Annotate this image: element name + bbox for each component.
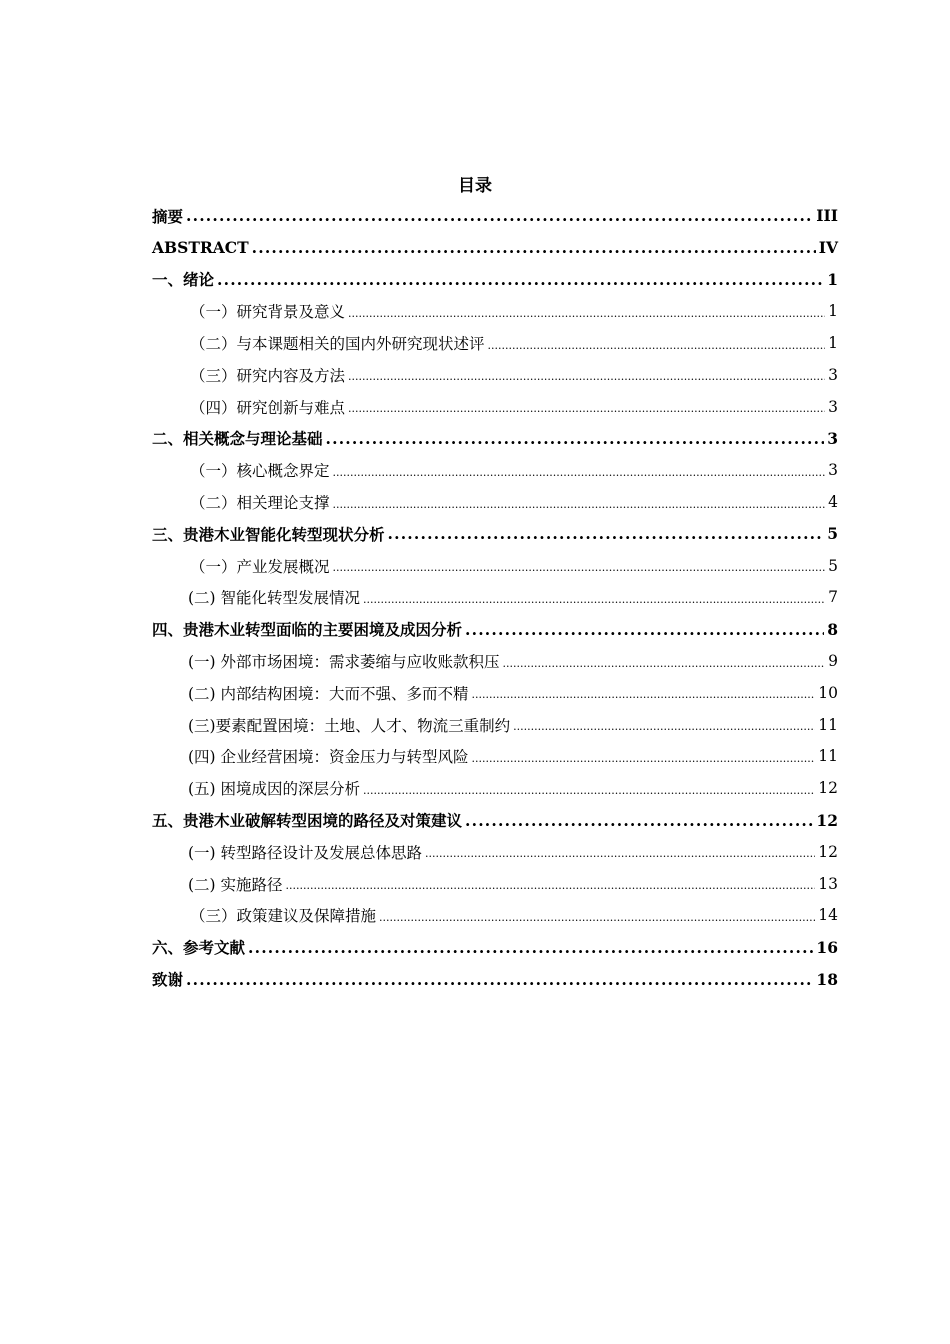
toc-entry-page: 1 [828, 302, 838, 321]
toc-entry[interactable] [152, 645, 838, 677]
toc-entry[interactable] [152, 550, 838, 582]
toc-entry-label: ABSTRACT [152, 238, 249, 258]
toc-entry-page: 5 [827, 524, 838, 544]
toc-entry-page: 1 [827, 269, 838, 289]
toc-entry[interactable] [152, 264, 838, 296]
dot-leader [363, 593, 825, 606]
dot-leader [465, 811, 813, 830]
toc-entry-page: 16 [816, 937, 838, 957]
toc-entry-page: IV [818, 238, 838, 258]
toc-entry[interactable] [152, 804, 838, 836]
toc-entry-page: 14 [818, 906, 838, 925]
toc-entry[interactable] [152, 836, 838, 868]
toc-entry-page: 7 [828, 588, 838, 607]
toc-entry-page: 12 [816, 810, 838, 830]
toc-entry[interactable] [152, 518, 838, 550]
toc-entry[interactable] [152, 391, 838, 423]
toc-entry-page: 10 [818, 683, 838, 702]
toc-entry-page: 9 [828, 652, 838, 671]
toc-entry-page: 4 [828, 493, 838, 512]
toc-entry-label: 六、参考文献 [152, 938, 246, 958]
toc-entry-label: 致谢 [152, 970, 184, 990]
toc-entry[interactable] [152, 295, 838, 327]
dot-leader [513, 720, 815, 733]
dot-leader [326, 429, 825, 448]
toc-entry[interactable] [152, 200, 838, 232]
toc-entry-page: 3 [828, 461, 838, 480]
toc-entry-label: 二、相关概念与理论基础 [152, 429, 323, 449]
toc-entry[interactable] [152, 232, 838, 264]
toc-entry-label: （一）研究背景及意义 [190, 300, 346, 322]
toc-entry-label: （三）政策建议及保障措施 [190, 904, 377, 926]
toc-entry-page: 3 [828, 397, 838, 416]
page-title: 目录 [458, 176, 492, 196]
toc-entry-label: 四、贵港木业转型面临的主要困境及成因分析 [152, 620, 463, 640]
toc-entry-page: 1 [828, 334, 838, 353]
toc-entry-page: 3 [827, 428, 838, 448]
toc-entry-page: 5 [828, 556, 838, 575]
toc-entry-page: 12 [818, 842, 838, 861]
dot-leader [348, 370, 825, 383]
table-of-contents [152, 200, 838, 995]
toc-entry-label: 三、贵港木业智能化转型现状分析 [152, 524, 385, 544]
toc-entry-page: 12 [818, 779, 838, 798]
toc-entry-label: (二) 内部结构困境：大而不强、多而不精 [188, 682, 470, 704]
toc-entry-page: 11 [818, 715, 838, 734]
dot-leader [472, 688, 816, 701]
toc-entry[interactable] [152, 327, 838, 359]
toc-entry-label: (一) 转型路径设计及发展总体思路 [188, 841, 423, 863]
toc-entry[interactable] [152, 900, 838, 932]
toc-entry-label: (三)要素配置困境：土地、人才、物流三重制约 [188, 714, 511, 736]
dot-leader [286, 879, 816, 892]
toc-entry-page: 3 [828, 365, 838, 384]
toc-entry[interactable] [152, 486, 838, 518]
dot-leader [186, 970, 813, 989]
toc-entry[interactable] [152, 454, 838, 486]
toc-entry[interactable] [152, 582, 838, 614]
toc-entry-page: 13 [818, 874, 838, 893]
dot-leader [333, 466, 826, 479]
toc-entry[interactable] [152, 677, 838, 709]
dot-leader [503, 657, 826, 670]
toc-entry[interactable] [152, 772, 838, 804]
toc-entry-page: 18 [816, 969, 838, 989]
toc-entry[interactable] [152, 868, 838, 900]
dot-leader [488, 339, 826, 352]
dot-leader [379, 911, 815, 924]
toc-entry[interactable] [152, 423, 838, 455]
dot-leader [348, 307, 825, 320]
toc-entry[interactable] [152, 931, 838, 963]
toc-entry-label: (二) 智能化转型发展情况 [188, 586, 361, 608]
toc-entry[interactable] [152, 709, 838, 741]
dot-leader [333, 561, 826, 574]
dot-leader [465, 620, 824, 639]
dot-leader [388, 524, 825, 543]
toc-entry-label: 五、贵港木业破解转型困境的路径及对策建议 [152, 811, 463, 831]
toc-entry-page: 11 [818, 747, 838, 766]
toc-entry[interactable] [152, 613, 838, 645]
toc-entry-label: (四) 企业经营困境：资金压力与转型风险 [188, 745, 470, 767]
toc-entry[interactable] [152, 359, 838, 391]
dot-leader [333, 498, 826, 511]
dot-leader [472, 752, 816, 765]
dot-leader [186, 206, 813, 225]
toc-entry-label: 摘要 [152, 206, 184, 226]
toc-entry-label: (二) 实施路径 [188, 873, 284, 895]
toc-entry-page: 8 [827, 619, 838, 639]
dot-leader [217, 270, 824, 289]
dot-leader [363, 784, 815, 797]
toc-entry-label: （一）核心概念界定 [190, 459, 331, 481]
toc-entry[interactable] [152, 741, 838, 773]
toc-entry-label: 一、绪论 [152, 270, 215, 290]
toc-entry-label: （一）产业发展概况 [190, 555, 331, 577]
toc-entry-label: （四）研究创新与难点 [190, 396, 346, 418]
toc-entry-page: III [816, 206, 838, 226]
toc-entry-label: （二）相关理论支撑 [190, 491, 331, 513]
toc-entry[interactable] [152, 963, 838, 995]
toc-entry-label: （二）与本课题相关的国内外研究现状述评 [190, 332, 486, 354]
toc-entry-label: (五) 困境成因的深层分析 [188, 777, 361, 799]
toc-entry-label: (一) 外部市场困境：需求萎缩与应收账款积压 [188, 650, 501, 672]
dot-leader [425, 847, 815, 860]
dot-leader [252, 238, 816, 257]
dot-leader [248, 938, 813, 957]
dot-leader [348, 402, 825, 415]
toc-entry-label: （三）研究内容及方法 [190, 364, 346, 386]
